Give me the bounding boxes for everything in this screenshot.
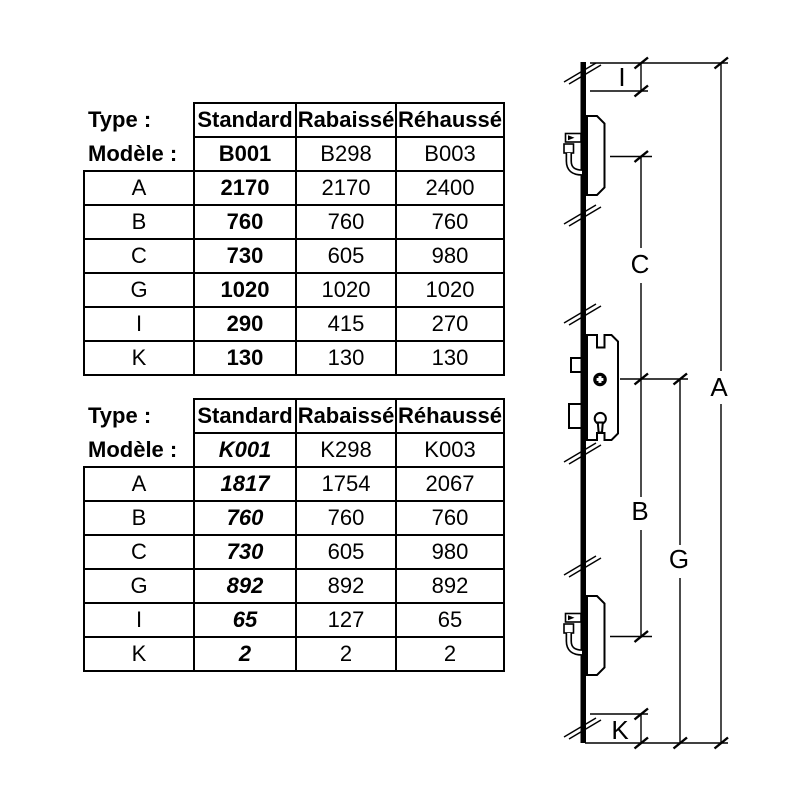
type-label: Type :	[88, 107, 152, 132]
table-cell: 2067	[396, 467, 504, 501]
row-label: I	[84, 603, 194, 637]
table-cell: 1754	[296, 467, 396, 501]
column-header: Rabaissé	[296, 399, 396, 433]
column-header: Réhaussé	[396, 399, 504, 433]
table-cell: 980	[396, 535, 504, 569]
row-label: B	[84, 205, 194, 239]
table-cell: 760	[396, 205, 504, 239]
table-cell: 2170	[296, 171, 396, 205]
dimension-label-b: B	[631, 496, 649, 526]
type-label: Type :	[88, 403, 152, 428]
table-cell: 760	[194, 205, 296, 239]
table-cell: K003	[396, 433, 504, 467]
table-cell: 892	[194, 569, 296, 603]
table-cell: 760	[296, 501, 396, 535]
top-hook-latch	[564, 116, 652, 195]
column-header: Standard	[194, 399, 296, 433]
dimension-lines	[641, 63, 721, 743]
row-label: I	[84, 307, 194, 341]
dimension-label-k: K	[611, 715, 629, 745]
table-cell: K001	[194, 433, 296, 467]
table-cell: 605	[296, 239, 396, 273]
dead-bolt	[569, 404, 582, 428]
table-cell: 130	[194, 341, 296, 375]
column-header: Rabaissé	[296, 103, 396, 137]
dimension-label-a: A	[710, 372, 728, 402]
dimension-label-c: C	[630, 249, 650, 279]
latch-bolt	[571, 358, 582, 372]
row-label: K	[84, 637, 194, 671]
table-cell: B003	[396, 137, 504, 171]
table-cell: 730	[194, 239, 296, 273]
column-header: Standard	[194, 103, 296, 137]
table-cell: 760	[296, 205, 396, 239]
table-cell: B298	[296, 137, 396, 171]
row-label: B	[84, 501, 194, 535]
table-cell: 1817	[194, 467, 296, 501]
table-cell: 2	[194, 637, 296, 671]
table-cell: 2	[296, 637, 396, 671]
table-cell: B001	[194, 137, 296, 171]
dimension-label-g: G	[668, 544, 690, 574]
table-cell: 415	[296, 307, 396, 341]
model-label: Modèle :	[88, 436, 178, 462]
row-label: A	[84, 467, 194, 501]
table-cell: 892	[396, 569, 504, 603]
row-label: K	[84, 341, 194, 375]
table-cell: 65	[396, 603, 504, 637]
table-cell: 730	[194, 535, 296, 569]
table-cell: 980	[396, 239, 504, 273]
row-label: A	[84, 171, 194, 205]
table-cell: 760	[194, 501, 296, 535]
table-cell: 290	[194, 307, 296, 341]
table-cell: 1020	[194, 273, 296, 307]
row-label: C	[84, 535, 194, 569]
table-cell: 270	[396, 307, 504, 341]
table-cell: 605	[296, 535, 396, 569]
column-header: Réhaussé	[396, 103, 504, 137]
dimension-ticks	[635, 58, 729, 749]
table-cell: 892	[296, 569, 396, 603]
table-cell: 130	[396, 341, 504, 375]
spindle-hub-icon	[593, 373, 607, 387]
dimension-label-i: I	[618, 62, 626, 92]
table-cell: 2	[396, 637, 504, 671]
bottom-hook-latch	[564, 596, 652, 675]
table-cell: K298	[296, 433, 396, 467]
table-cell: 760	[396, 501, 504, 535]
model-label: Modèle :	[88, 140, 178, 166]
main-lock-case	[569, 335, 688, 440]
row-label: G	[84, 273, 194, 307]
table-cell: 1020	[296, 273, 396, 307]
table-cell: 2170	[194, 171, 296, 205]
table-cell: 1020	[396, 273, 504, 307]
table-cell: 2400	[396, 171, 504, 205]
lock-rail	[581, 62, 587, 743]
table-cell: 130	[296, 341, 396, 375]
row-label: G	[84, 569, 194, 603]
row-label: C	[84, 239, 194, 273]
table-cell: 65	[194, 603, 296, 637]
table-cell: 127	[296, 603, 396, 637]
